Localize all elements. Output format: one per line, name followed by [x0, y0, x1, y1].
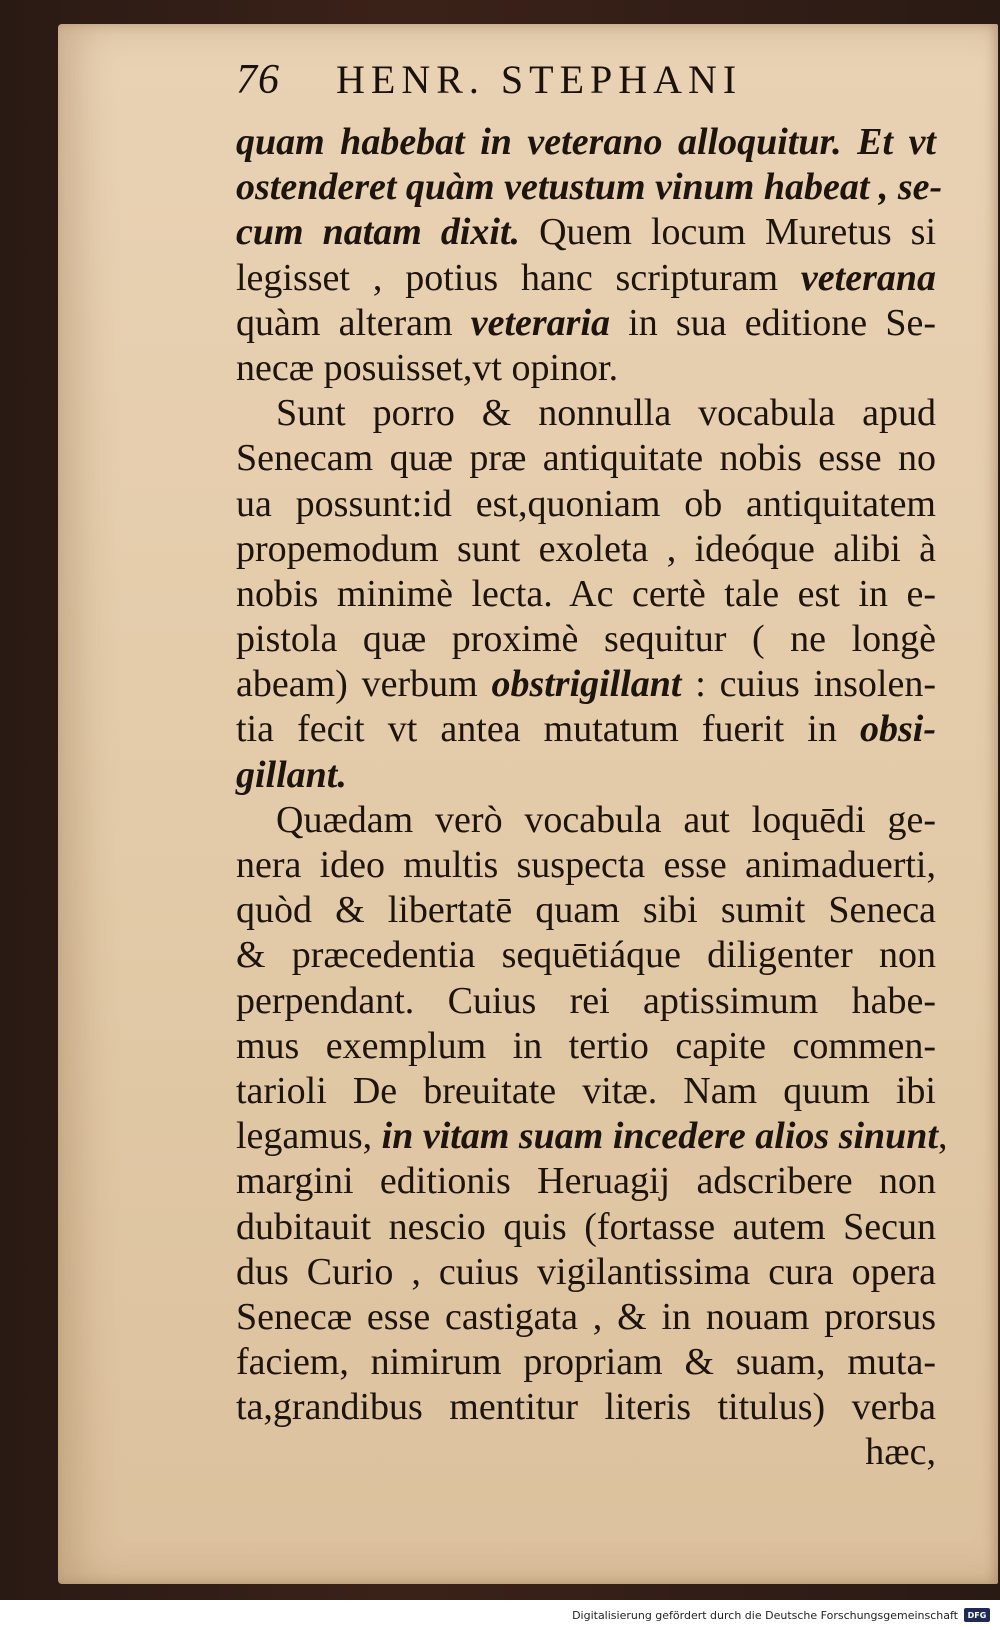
text-line	[236, 1430, 936, 1475]
text-span: nera ideo multis suspecta esse animaduerti,	[236, 844, 936, 886]
text-span: tia fecit vt antea mutatum fuerit in	[236, 708, 860, 751]
text-span: pistola quæ proximè sequitur ( ne longè	[236, 618, 936, 661]
text-line	[236, 1340, 936, 1385]
text-span: Senecam quæ præ antiquitate nobis esse no	[236, 437, 936, 480]
text-line	[236, 482, 936, 527]
text-line	[236, 662, 936, 707]
footer-bar	[0, 1600, 1000, 1630]
text-span: Quem locum Muretus si	[520, 211, 936, 254]
italic-span: quam habebat in veterano alloquitur. Et vt	[236, 121, 936, 163]
text-span: ua possunt:id est,quoniam ob antiquitatem	[236, 482, 936, 525]
italic-span: obstrigillant	[491, 663, 682, 706]
text-line	[236, 933, 936, 978]
text-span: legamus,	[236, 1115, 382, 1158]
text-line	[236, 979, 936, 1024]
text-line	[236, 1205, 936, 1250]
text-line	[236, 256, 936, 301]
text-line	[236, 1250, 936, 1295]
text-span: necæ posuisset,vt opinor.	[236, 346, 619, 389]
dfg-logo: DFG	[964, 1608, 990, 1622]
text-line	[236, 120, 936, 165]
text-span: & præcedentia sequētiáque diligenter non	[236, 934, 936, 977]
italic-span: ostenderet quàm vetustum vinum habeat , se-	[236, 166, 943, 209]
italic-span: obsi-	[860, 708, 936, 751]
text-line	[236, 888, 936, 933]
italic-span: veterana	[800, 256, 936, 299]
text-span: perpendant. Cuius rei aptissimum habe-	[236, 979, 936, 1022]
text-span: : cuius insolen-	[681, 663, 936, 706]
text-span: legisset , potius hanc scripturam	[236, 256, 801, 299]
text-line	[236, 527, 936, 572]
page-header	[236, 56, 936, 106]
text-line	[236, 1295, 936, 1340]
text-line	[236, 798, 936, 843]
text-span: faciem, nimirum propriam & suam, muta-	[236, 1341, 936, 1384]
text-line	[236, 1114, 948, 1159]
italic-span: cum natam dixit.	[236, 211, 521, 254]
text-span: margini editionis Heruagij adscribere non	[236, 1160, 936, 1203]
text-span: ,	[938, 1115, 948, 1158]
text-span: Sunt porro & nonnulla vocabula apud	[276, 392, 936, 435]
text-span: mus exemplum in tertio capite commen-	[236, 1024, 936, 1067]
text-line	[236, 301, 936, 346]
page-number: 76	[236, 57, 280, 103]
text-line	[236, 391, 936, 436]
text-line	[236, 1069, 936, 1114]
text-line	[236, 346, 936, 391]
text-span: dus Curio , cuius vigilantissima cura opera	[236, 1250, 936, 1293]
text-span: nobis minimè lecta. Ac certè tale est in e-	[236, 572, 936, 615]
italic-span: veteraria	[470, 301, 611, 344]
text-span: dubitauit nescio quis (fortasse autem Secun	[236, 1205, 936, 1248]
text-line	[236, 1385, 936, 1430]
text-line	[236, 617, 936, 662]
text-span: propemodum sunt exoleta , ideóque alibi à	[236, 527, 936, 570]
text-line	[236, 165, 943, 210]
text-span: hæc,	[865, 1431, 936, 1474]
italic-span: gillant.	[236, 753, 347, 796]
text-line	[236, 1024, 936, 1069]
text-span: in sua editione Se-	[610, 301, 936, 344]
text-line	[236, 210, 936, 255]
text-span: Senecæ esse castigata , & in nouam prorsus	[236, 1295, 936, 1338]
text-span: tarioli De breuitate vitæ. Nam quum ibi	[236, 1069, 936, 1112]
text-line	[236, 572, 936, 617]
italic-span: in vitam suam incedere alios sinunt	[381, 1115, 939, 1158]
text-span: Quædam verò vocabula aut loquēdi ge-	[276, 798, 936, 841]
text-line	[236, 753, 936, 798]
body-text	[236, 120, 948, 1476]
text-line	[236, 843, 936, 888]
text-span: quàm alteram	[236, 301, 471, 344]
text-line	[236, 707, 936, 752]
text-line	[236, 436, 936, 481]
text-span: quòd & libertatē quam sibi sumit Seneca	[236, 889, 936, 932]
running-head: HENR. STEPHANI	[336, 57, 743, 102]
text-span: ta,grandibus mentitur literis titulus) verba	[236, 1386, 936, 1429]
footer-credit: Digitalisierung gefördert durch die Deutsche Forschungsgemeinschaft	[572, 1608, 958, 1622]
text-line	[236, 1159, 936, 1204]
text-span: abeam) verbum	[236, 663, 492, 706]
